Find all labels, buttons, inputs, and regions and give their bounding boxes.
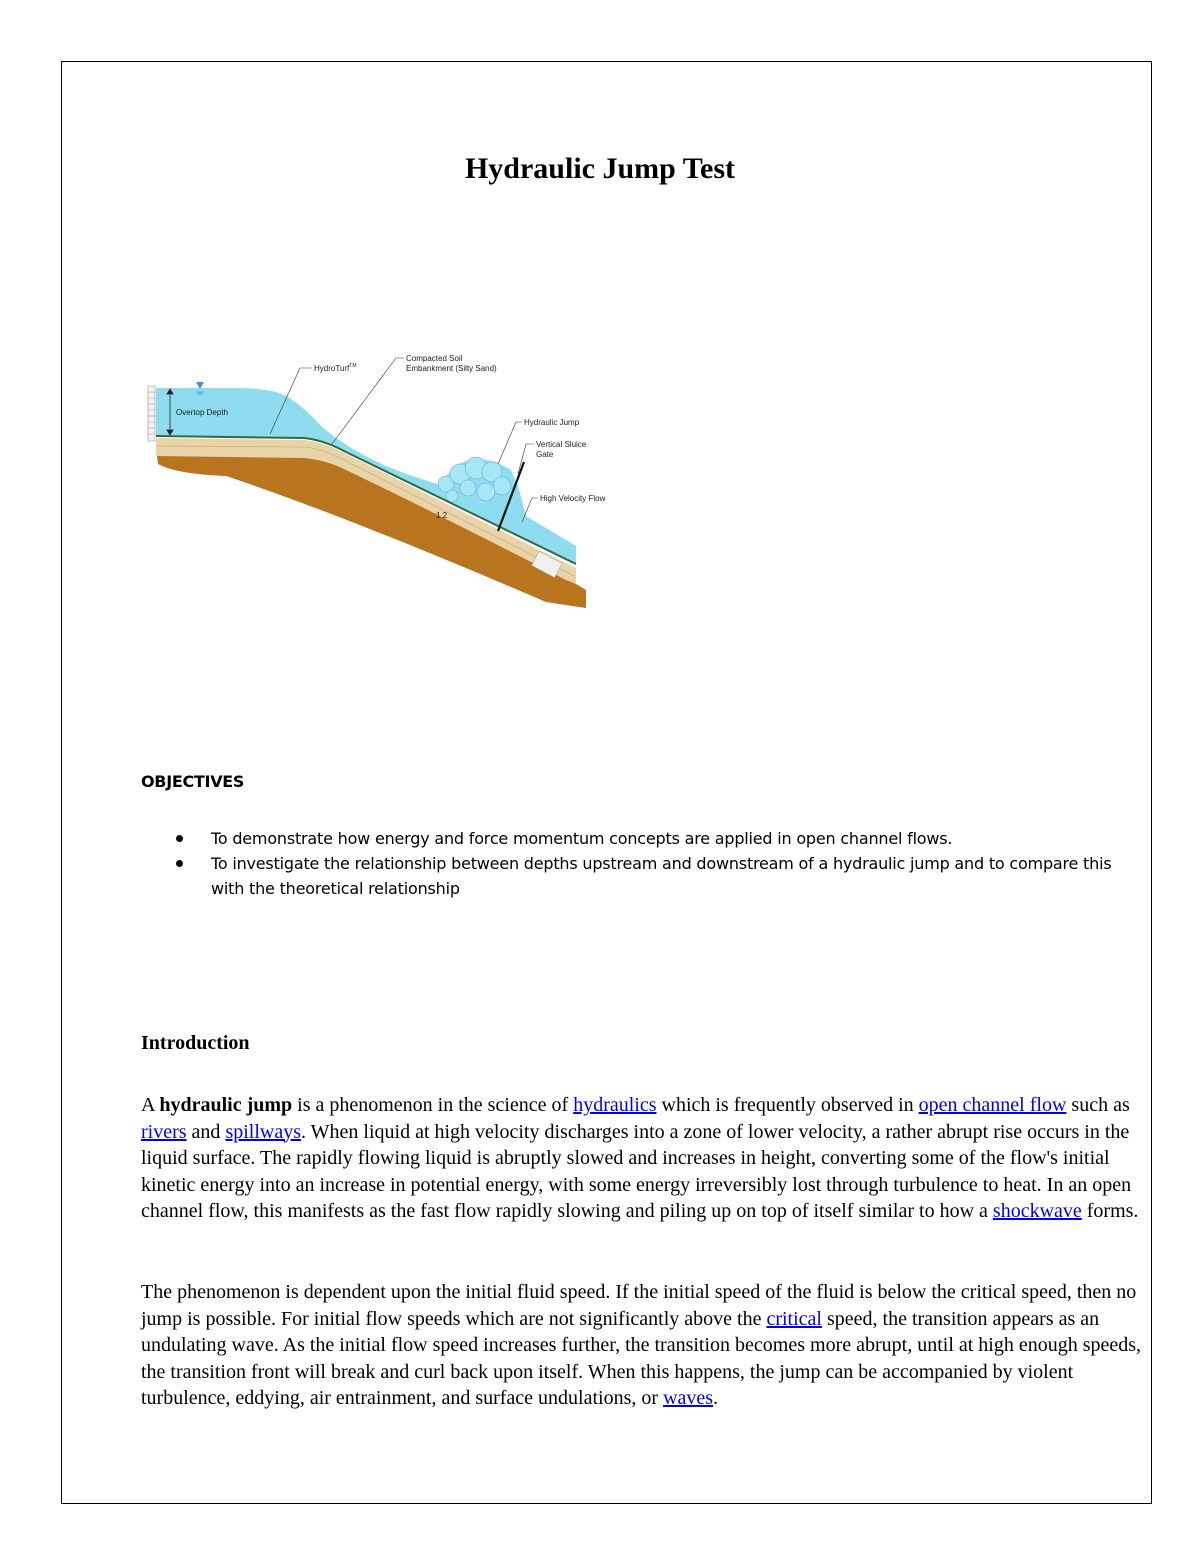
link-waves[interactable]: waves xyxy=(663,1387,714,1409)
diagram-svg xyxy=(146,346,616,608)
objectives-list xyxy=(141,826,1121,901)
label-slope-ratio: 1 2 xyxy=(436,511,448,520)
link-rivers[interactable]: rivers xyxy=(141,1120,187,1143)
objective-text: To investigate the relationship between depths upstream and downstream of a hydraulic jump and to compare this with the theoretical relationship xyxy=(211,854,1112,898)
text-run: and xyxy=(186,1120,226,1143)
link-spillways[interactable]: spillways xyxy=(225,1120,301,1143)
label-hydraulic-jump: Hydraulic Jump xyxy=(524,418,580,427)
label-hydroturf: HydroTurf™ xyxy=(314,363,357,373)
link-critical[interactable]: critical xyxy=(766,1307,822,1330)
introduction-heading: Introduction xyxy=(141,1032,250,1054)
bullet-icon xyxy=(176,835,183,842)
label-vertical-sluice-2: Gate xyxy=(536,450,554,459)
link-shockwave[interactable]: shockwave xyxy=(992,1200,1082,1222)
text-run: A xyxy=(141,1094,160,1116)
text-run: The phenomenon is dependent upon the initial fluid speed. If the initial speed of the fluid is below the critical speed, then no jump is possible. For initial flow speeds which are not significantly above the xyxy=(141,1281,1137,1330)
label-compacted-soil-2: Embankment (Silty Sand) xyxy=(406,364,497,373)
intro-paragraph-2 xyxy=(141,1279,1146,1412)
objective-text: To demonstrate how energy and force momentum concepts are applied in open channel flows. xyxy=(211,829,953,848)
text-run: which is frequently observed in xyxy=(656,1094,919,1116)
text-run: such as xyxy=(1066,1094,1130,1116)
objectives-heading: OBJECTIVES xyxy=(141,772,245,791)
label-vertical-sluice-1: Vertical Sluice xyxy=(536,440,587,449)
depth-ruler xyxy=(148,386,155,441)
bullet-icon xyxy=(176,860,183,867)
text-run: . xyxy=(713,1387,719,1409)
link-hydraulics[interactable]: hydraulics xyxy=(573,1094,657,1116)
list-item xyxy=(141,851,1121,901)
label-overtop-depth: Overtop Depth xyxy=(176,408,229,417)
document-title: Hydraulic Jump Test xyxy=(464,152,736,185)
hydraulic-jump-diagram xyxy=(146,346,616,608)
intro-paragraph-1 xyxy=(141,1092,1146,1225)
text-run: . When liquid at high velocity discharges into a zone of lower velocity, a rather abrupt rise occurs in the liquid surface. The rapidly flowing liquid is abruptly slowed and increases in height, converting some of the flow's initial kinetic energy into an increase in potential energy, with some energy irreversibly lost through turbulence to heat. In an open channel flow, this manifests as the fast flow rapidly slowing and piling up on top of itself similar to how a xyxy=(141,1120,1132,1222)
text-run: speed, the transition appears as an undulating wave. As the initial flow speed increases further, the transition becomes more abrupt, until at high enough speeds, the transition front will break and curl back upon itself. When this happens, the jump can be accompanied by violent turbulence, eddying, air entrainment, and surface undulations, or xyxy=(141,1307,1142,1409)
water-level-marker xyxy=(196,382,204,389)
label-compacted-soil-1: Compacted Soil xyxy=(406,354,463,363)
text-run: is a phenomenon in the science of xyxy=(292,1094,574,1116)
link-open-channel-flow[interactable]: open channel flow xyxy=(918,1094,1067,1116)
text-run: forms. xyxy=(1081,1200,1139,1222)
list-item xyxy=(141,826,1121,851)
bold-term: hydraulic jump xyxy=(159,1094,293,1116)
label-high-velocity-flow: High Velocity Flow xyxy=(540,494,606,503)
